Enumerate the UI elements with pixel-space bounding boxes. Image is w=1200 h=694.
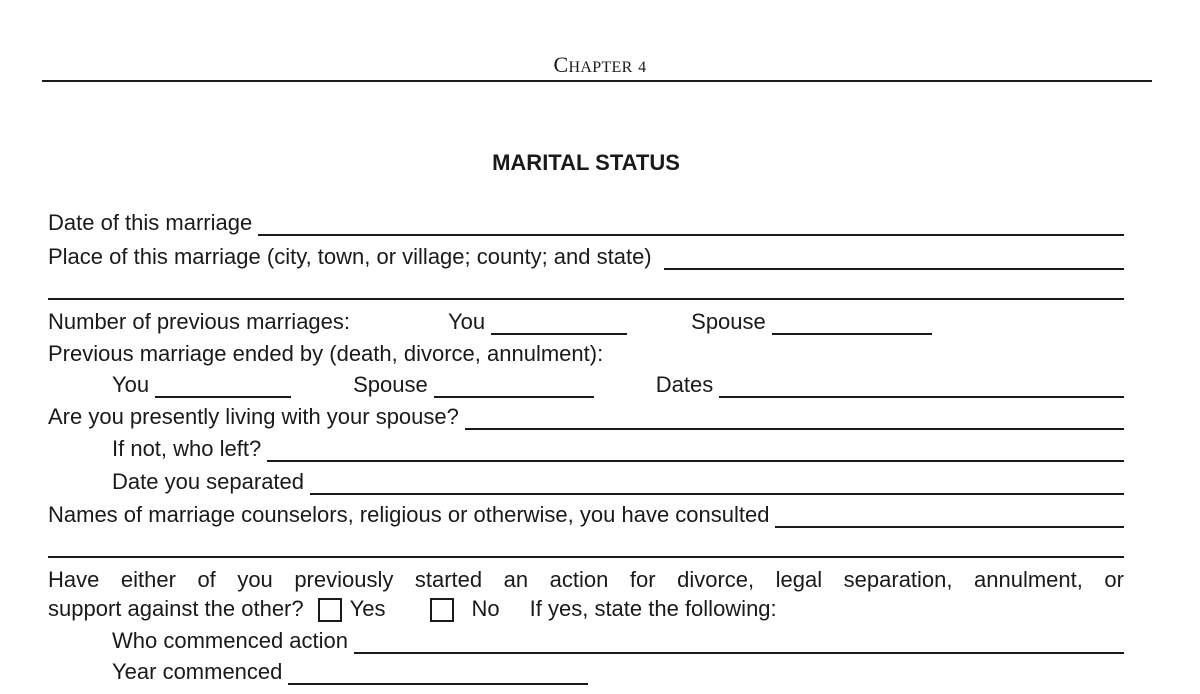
who-left-field[interactable] <box>267 438 1124 462</box>
ended-by-dates-field[interactable] <box>719 374 1124 398</box>
living-with-spouse-field[interactable] <box>465 406 1124 430</box>
place-of-marriage-row <box>48 240 1124 270</box>
year-commenced-label: Year commenced <box>112 659 283 684</box>
date-of-marriage-field[interactable] <box>258 212 1124 236</box>
previous-marriages-you-field[interactable] <box>491 311 627 335</box>
year-commenced-row <box>112 655 1124 685</box>
ended-by-spouse-field[interactable] <box>434 374 594 398</box>
previous-marriage-ended-row <box>48 337 1124 367</box>
previous-marriages-spouse-label: Spouse <box>691 309 766 334</box>
prior-action-question-word: you <box>237 567 273 592</box>
header-rule <box>42 80 1152 82</box>
ended-by-dates-label: Dates <box>655 372 714 397</box>
who-commenced-label: Who commenced action <box>112 628 348 653</box>
prior-action-question-word: divorce, <box>677 567 755 592</box>
counselors-row <box>48 498 1124 528</box>
chapter-word: HAPTER <box>568 59 633 76</box>
prior-action-question-word: an <box>503 567 529 592</box>
place-of-marriage-continuation-line[interactable] <box>48 298 1124 300</box>
prior-action-question-word: of <box>197 567 216 592</box>
prior-action-question-word: previously <box>294 567 394 592</box>
date-separated-label: Date you separated <box>112 469 305 494</box>
previous-marriage-ended-label: Previous marriage ended by (death, divorce, annulment): <box>48 341 604 366</box>
prior-action-question-word: action <box>549 567 609 592</box>
previous-marriages-label: Number of previous marriages: <box>48 309 351 334</box>
place-of-marriage-field[interactable] <box>664 246 1124 270</box>
ended-by-spouse-label: Spouse <box>353 372 428 397</box>
chapter-header <box>0 52 1200 78</box>
chapter-initial: C <box>553 52 569 77</box>
prior-action-question-word: legal <box>775 567 823 592</box>
prior-action-question-word: either <box>120 567 176 592</box>
previous-marriages-you-label: You <box>448 309 486 334</box>
counselors-label: Names of marriage counselors, religious or otherwise, you have consulted <box>48 502 770 527</box>
prior-action-question-word: for <box>629 567 656 592</box>
yes-label: Yes <box>349 596 386 621</box>
no-checkbox[interactable] <box>430 598 454 622</box>
who-commenced-field[interactable] <box>354 630 1124 654</box>
if-yes-label: If yes, state the following: <box>529 596 777 621</box>
who-left-row <box>112 432 1124 462</box>
year-commenced-field[interactable] <box>288 661 588 685</box>
prior-action-question-line1 <box>48 563 1124 593</box>
ended-by-row <box>112 368 1124 398</box>
prior-action-question-word: Have <box>48 567 100 592</box>
date-separated-field[interactable] <box>310 471 1124 495</box>
date-of-marriage-row <box>48 206 1124 236</box>
date-separated-row <box>112 465 1124 495</box>
previous-marriages-row <box>48 305 1124 335</box>
living-with-spouse-row <box>48 400 1124 430</box>
counselors-continuation-line[interactable] <box>48 556 1124 558</box>
yes-checkbox[interactable] <box>318 598 342 622</box>
ended-by-you-field[interactable] <box>155 374 291 398</box>
previous-marriages-spouse-field[interactable] <box>772 311 932 335</box>
place-of-marriage-label: Place of this marriage (city, town, or village; county; and state) <box>48 244 652 269</box>
prior-action-question-word: started <box>414 567 483 592</box>
no-label: No <box>471 596 500 621</box>
prior-action-question-word: separation, <box>843 567 953 592</box>
chapter-number: 4 <box>638 59 647 76</box>
prior-action-question-word: annulment, <box>974 567 1083 592</box>
prior-action-question-text: support against the other? <box>48 596 304 621</box>
who-left-label: If not, who left? <box>112 436 262 461</box>
counselors-field[interactable] <box>775 504 1124 528</box>
ended-by-you-label: You <box>112 372 150 397</box>
who-commenced-row <box>112 624 1124 654</box>
prior-action-question-line2 <box>48 592 1124 622</box>
prior-action-question-word: or <box>1104 567 1124 592</box>
living-with-spouse-label: Are you presently living with your spouse? <box>48 404 459 429</box>
date-of-marriage-label: Date of this marriage <box>48 210 253 235</box>
section-title: MARITAL STATUS <box>492 150 680 175</box>
